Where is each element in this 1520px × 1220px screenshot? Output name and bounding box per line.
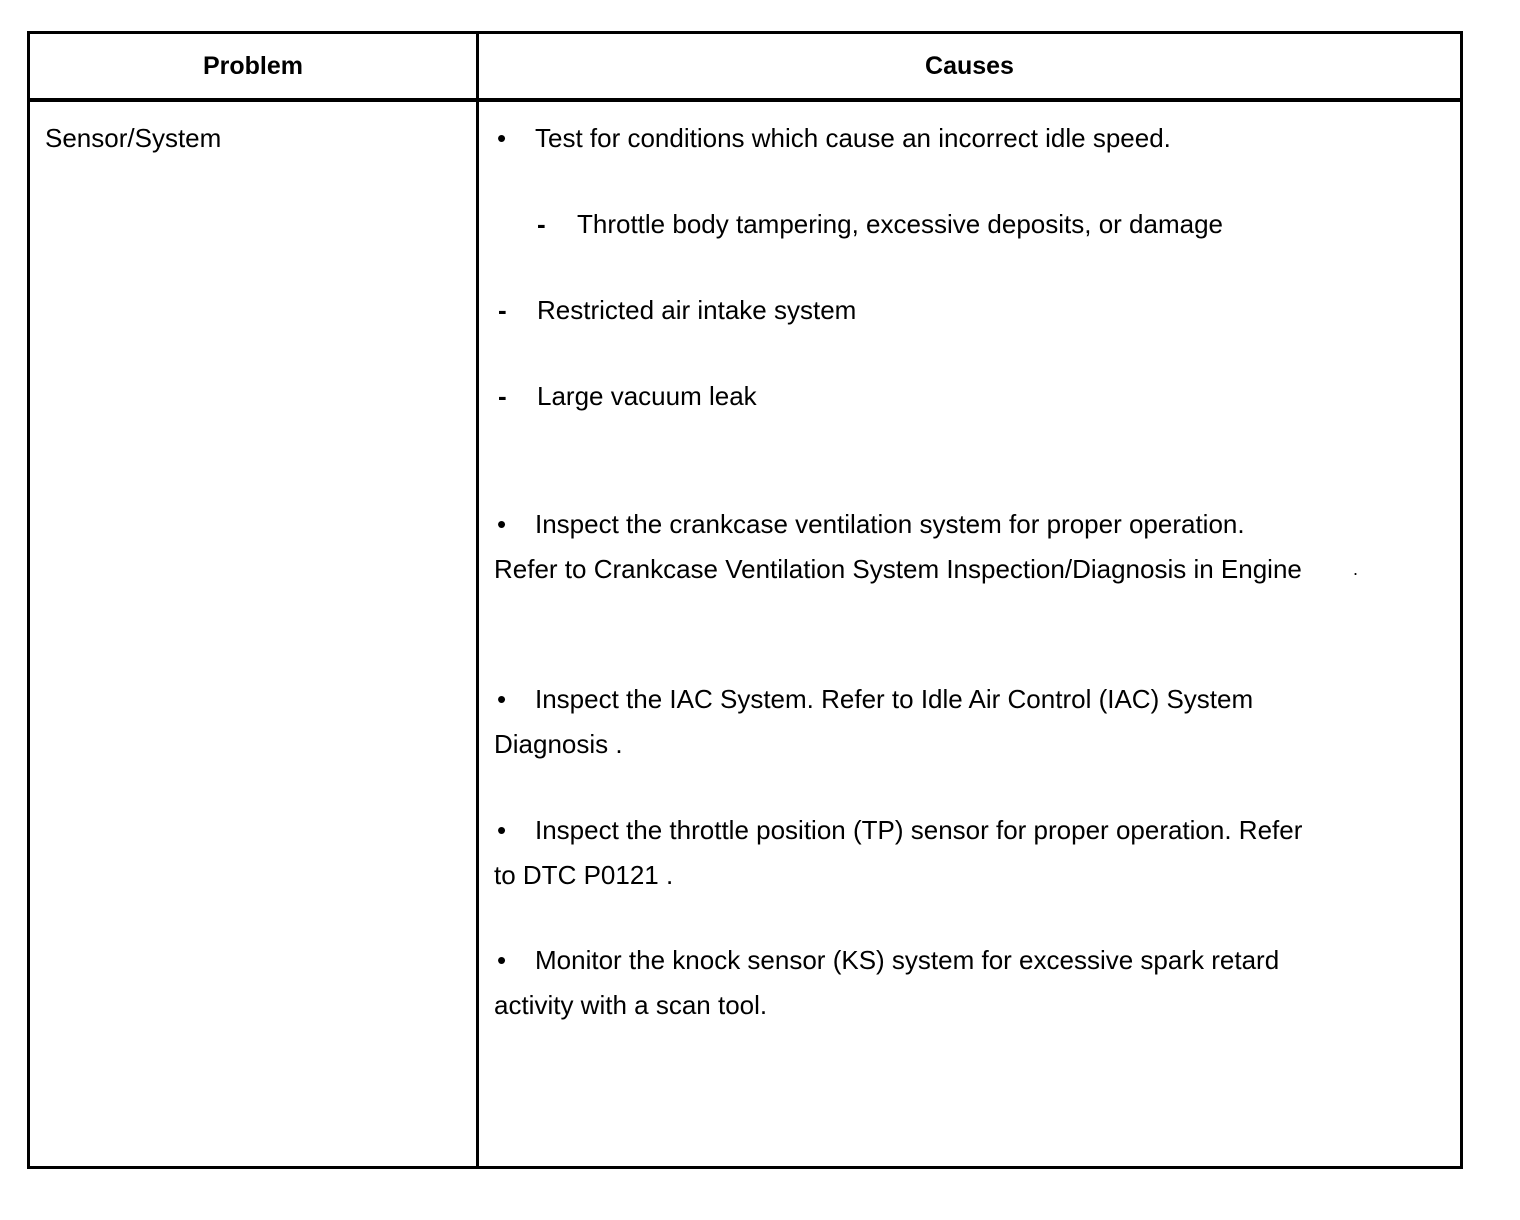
- dash-marker: -: [498, 381, 507, 411]
- cause-bullet-2-line2: Refer to Crankcase Ventilation System Inspection/Diagnosis in Engine: [494, 554, 1302, 584]
- cause-bullet-5-line2: activity with a scan tool.: [494, 990, 768, 1020]
- sub-item-throttle-body: Throttle body tampering, excessive deposits, or damage: [577, 209, 1224, 239]
- cause-bullet-2-line1: Inspect the crankcase ventilation system for proper operation.: [535, 509, 1245, 539]
- cause-bullet-4-line1: Inspect the throttle position (TP) sensor for proper operation. Refer: [535, 815, 1303, 845]
- header-divider: [27, 98, 1463, 102]
- cause-bullet-3-line1: Inspect the IAC System. Refer to Idle Air Control (IAC) System: [535, 684, 1254, 714]
- dash-marker: -: [498, 295, 507, 325]
- dash-marker: -: [537, 209, 546, 239]
- cause-bullet-4-line2: to DTC P0121 .: [494, 860, 674, 890]
- header-causes: Causes: [925, 52, 1014, 80]
- sub-item-air-intake: Restricted air intake system: [537, 295, 857, 325]
- cause-bullet-1: Test for conditions which cause an incorrect idle speed.: [535, 123, 1171, 153]
- sub-item-vacuum-leak: Large vacuum leak: [537, 381, 757, 411]
- bullet-marker: •: [497, 123, 507, 153]
- bullet-marker: •: [497, 815, 507, 845]
- cause-bullet-5-line1: Monitor the knock sensor (KS) system for excessive spark retard: [535, 945, 1280, 975]
- cause-bullet-3-line2: Diagnosis .: [494, 729, 623, 759]
- column-divider: [476, 31, 479, 1169]
- problem-cell: Sensor/System: [45, 123, 222, 153]
- bullet-marker: •: [497, 509, 507, 539]
- bullet-marker: •: [497, 684, 507, 714]
- bullet-marker: •: [497, 945, 507, 975]
- header-problem: Problem: [202, 52, 304, 80]
- cause-bullet-2-period: .: [1353, 559, 1359, 579]
